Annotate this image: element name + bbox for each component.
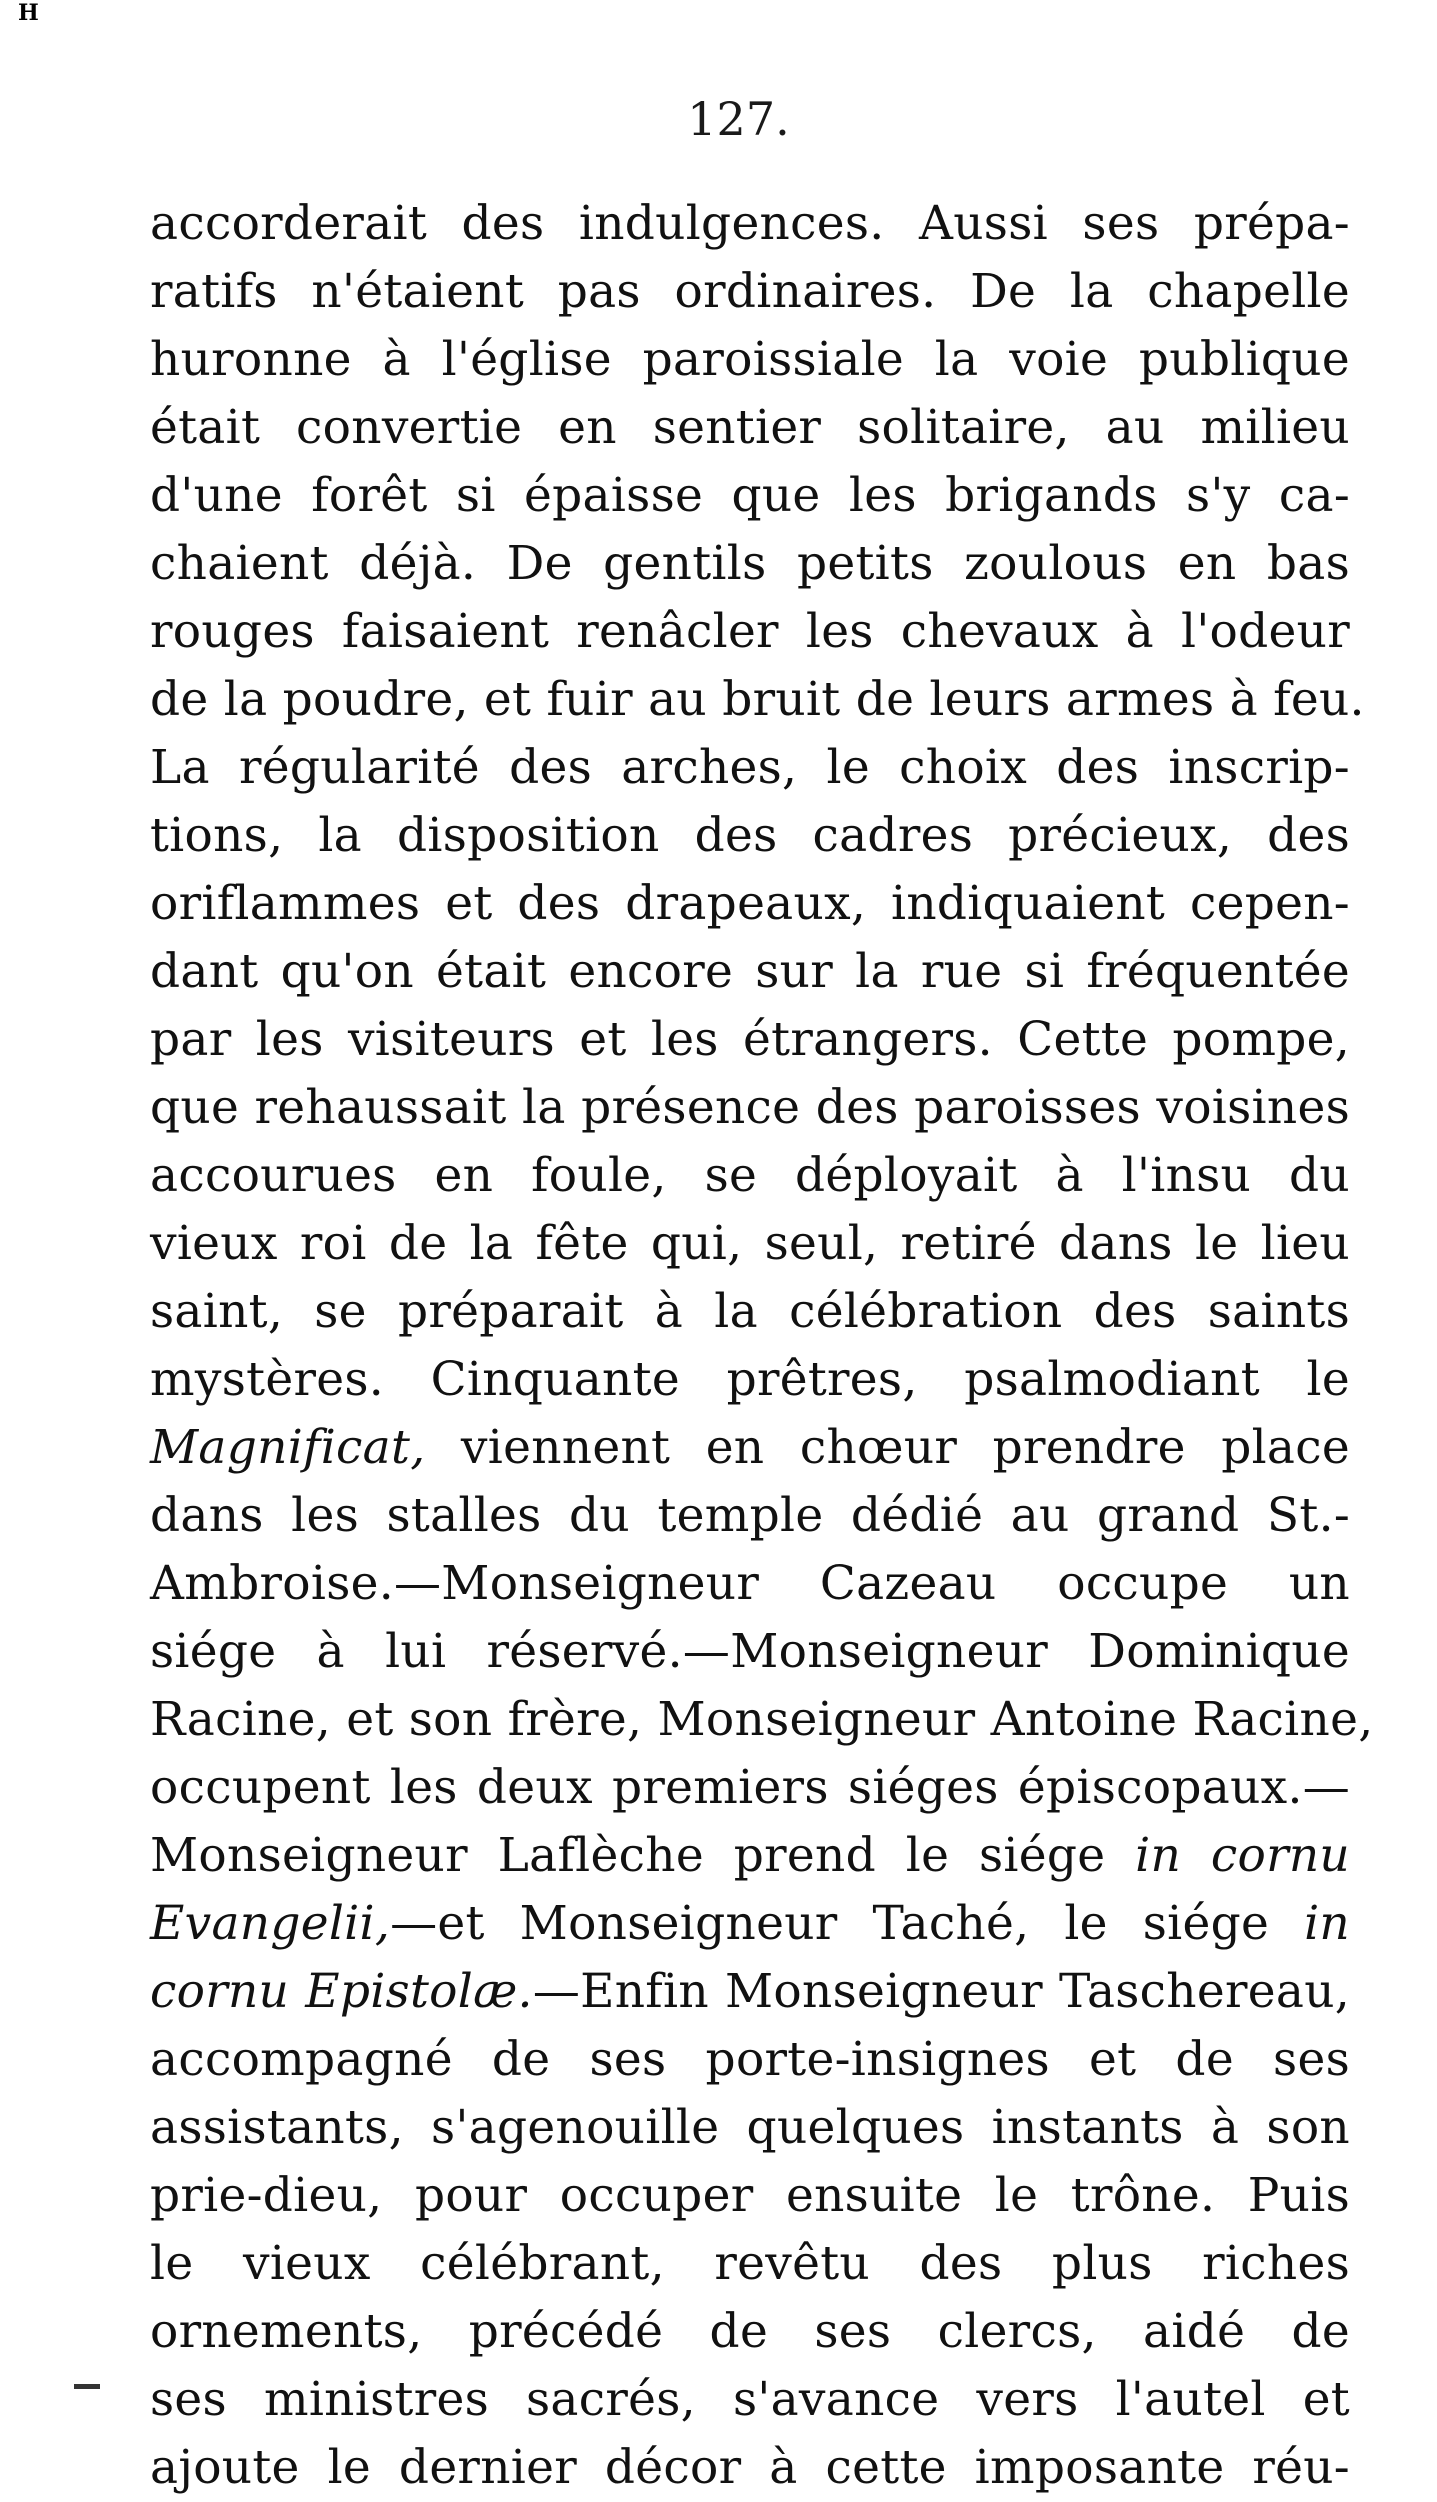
text-line	[150, 1822, 1350, 1890]
text-segment: chaient déjà. De gentils petits zoulous en bas	[150, 536, 1350, 591]
body-text	[150, 190, 1374, 2502]
text-segment: que rehaussait la présence des paroisses voisines	[150, 1080, 1350, 1135]
text-segment: accorderait des indulgences. Aussi ses prépa-	[150, 196, 1350, 251]
text-line	[150, 1890, 1350, 1958]
text-line	[150, 2298, 1350, 2366]
italic-segment: Magnificat,	[150, 1420, 426, 1475]
text-segment: ornements, précédé de ses clercs, aidé de	[150, 2304, 1350, 2359]
text-segment: accompagné de ses porte-insignes et de ses	[150, 2032, 1350, 2087]
text-line	[150, 2026, 1350, 2094]
text-segment: mystères. Cinquante prêtres, psalmodiant le	[150, 1352, 1350, 1407]
text-segment: ajoute le dernier décor à cette imposante réu-	[150, 2440, 1350, 2495]
text-segment: huronne à l'église paroissiale la voie publique	[150, 332, 1350, 387]
text-segment: assistants, s'agenouille quelques instants à son	[150, 2100, 1350, 2155]
text-line	[150, 1482, 1350, 1550]
text-segment: tions, la disposition des cadres précieux, des	[150, 808, 1350, 863]
text-segment: Ambroise.—Monseigneur Cazeau occupe un	[150, 1556, 1350, 1611]
text-line	[150, 1958, 1350, 2026]
text-segment: oriflammes et des drapeaux, indiquaient cepen-	[150, 876, 1350, 931]
text-segment: —et Monseigneur Taché, le siége	[390, 1896, 1305, 1951]
text-line	[150, 1006, 1350, 1074]
text-segment: —Enfin Monseigneur Taschereau,	[532, 1964, 1351, 2019]
text-segment: viennent en chœur prendre place	[425, 1420, 1350, 1475]
text-segment: par les visiteurs et les étrangers. Cette pompe,	[150, 1012, 1350, 1067]
text-segment: d'une forêt si épaisse que les brigands s'y ca-	[150, 468, 1350, 523]
text-line	[150, 666, 1365, 734]
text-segment: accourues en foule, se déployait à l'insu du	[150, 1148, 1350, 1203]
text-line	[150, 2434, 1350, 2502]
text-line	[150, 802, 1350, 870]
text-segment: ratifs n'étaient pas ordinaires. De la chapelle	[150, 264, 1350, 319]
text-line	[150, 190, 1350, 258]
text-line	[150, 1618, 1350, 1686]
text-segment: était convertie en sentier solitaire, au milieu	[150, 400, 1350, 455]
text-segment: dant qu'on était encore sur la rue si fréquentée	[150, 944, 1350, 999]
text-line	[150, 938, 1350, 1006]
text-segment: le vieux célébrant, revêtu des plus riches	[150, 2236, 1350, 2291]
text-line	[150, 1278, 1350, 1346]
text-segment: occupent les deux premiers siéges épiscopaux.—	[150, 1760, 1350, 1815]
italic-segment: cornu Epistolæ.	[150, 1964, 533, 2019]
text-line	[150, 1074, 1350, 1142]
text-segment: Racine, et son frère, Monseigneur Antoine Racine,	[150, 1692, 1374, 1747]
text-line	[150, 2366, 1350, 2434]
text-line	[150, 1210, 1350, 1278]
text-line	[150, 258, 1350, 326]
text-line	[150, 870, 1350, 938]
corner-mark: H	[18, 0, 41, 26]
text-line	[150, 1754, 1350, 1822]
text-segment: vieux roi de la fête qui, seul, retiré dans le lieu	[150, 1216, 1350, 1271]
text-segment: de la poudre, et fuir au bruit de leurs armes à feu.	[150, 672, 1365, 727]
italic-segment: Evangelii,	[150, 1896, 391, 1951]
text-line	[150, 1346, 1350, 1414]
text-line	[150, 2230, 1350, 2298]
text-segment: siége à lui réservé.—Monseigneur Dominique	[150, 1624, 1350, 1679]
text-segment: prie-dieu, pour occuper ensuite le trône. Puis	[150, 2168, 1350, 2223]
text-line	[150, 598, 1350, 666]
text-line	[150, 394, 1350, 462]
text-segment: Monseigneur Laflèche prend le siége	[150, 1828, 1136, 1883]
text-line	[150, 1414, 1350, 1482]
text-segment: dans les stalles du temple dédié au grand St.-	[150, 1488, 1350, 1543]
text-segment: rouges faisaient renâcler les chevaux à l'odeur	[150, 604, 1350, 659]
text-line	[150, 326, 1350, 394]
text-segment: La régularité des arches, le choix des inscrip-	[150, 740, 1350, 795]
italic-segment: in	[1304, 1896, 1350, 1951]
text-line	[150, 530, 1350, 598]
text-line	[150, 462, 1350, 530]
bottom-mark	[74, 2384, 100, 2389]
page-number: 127.	[687, 92, 790, 146]
text-segment: ses ministres sacrés, s'avance vers l'autel et	[150, 2372, 1350, 2427]
text-line	[150, 1550, 1350, 1618]
italic-segment: in cornu	[1135, 1828, 1350, 1883]
text-segment: saint, se préparait à la célébration des saints	[150, 1284, 1350, 1339]
text-line	[150, 2094, 1350, 2162]
text-line	[150, 1686, 1374, 1754]
text-line	[150, 2162, 1350, 2230]
text-line	[150, 1142, 1350, 1210]
text-line	[150, 734, 1350, 802]
